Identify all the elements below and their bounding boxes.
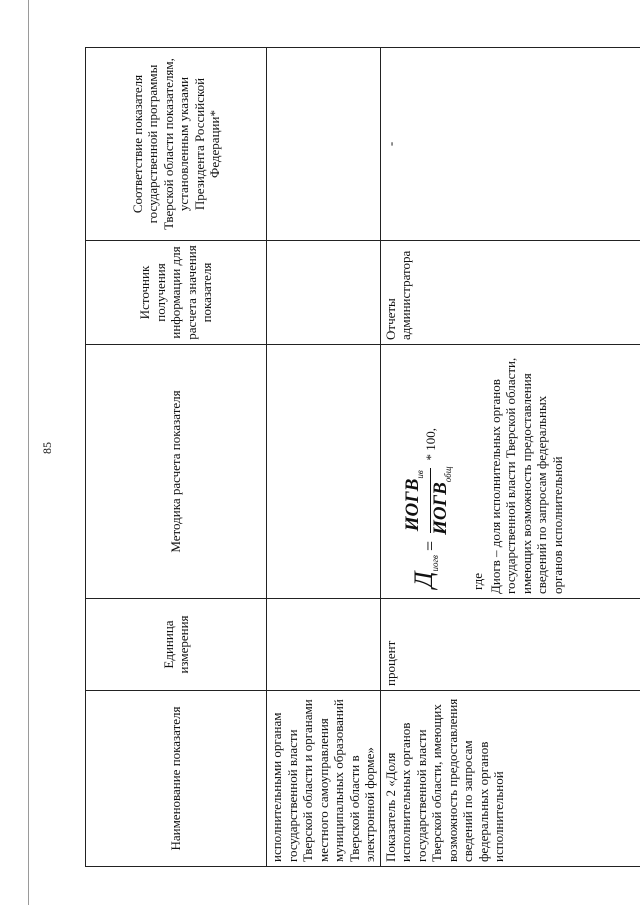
indicator-table xyxy=(85,47,640,867)
row1-source xyxy=(267,241,381,345)
formula-explanation: Диогв – доля исполнительных органов государственной власти Тверской области, имеющих возможность предоставления сведений по запросам федеральных органов исполнительной xyxy=(487,357,565,594)
header-method: Методика расчета показателя xyxy=(86,345,267,599)
formula-equals: = xyxy=(419,540,440,552)
row1-name: исполнительными органам государственной власти Тверской области и органами местного самоуправления муниципальных образований Тверской области в электронной форме» xyxy=(267,691,381,867)
calculation-formula xyxy=(401,349,457,588)
table-row xyxy=(380,48,640,867)
scan-edge-line xyxy=(28,0,29,905)
row1-unit xyxy=(267,599,381,691)
formula-lhs: $Д_{иогв}$ xyxy=(409,555,441,588)
row2-unit: процент xyxy=(380,599,640,691)
rotated-page xyxy=(85,47,620,867)
formula-multiplier: * 100, xyxy=(422,428,438,461)
row2-name: Показатель 2 «Доля исполнительных органов государственной власти Тверской области, имеющих возможность предоставления сведений по запросам федеральных органов исполнительной xyxy=(380,691,640,867)
header-name: Наименование показателя xyxy=(86,691,267,867)
table-row xyxy=(267,48,381,867)
formula-where: где xyxy=(470,572,486,590)
formula-fraction xyxy=(401,465,457,537)
row2-method xyxy=(380,345,640,599)
row2-compliance: - xyxy=(380,48,640,241)
row2-source: Отчеты администратора xyxy=(380,241,640,345)
formula-denominator: $ИОГВ_{общ}$ xyxy=(429,466,453,535)
formula-numerator: $ИОГВ_{ив}$ xyxy=(405,468,431,533)
row1-method xyxy=(267,345,381,599)
page-number: 85 xyxy=(40,442,54,454)
header-unit: Единица измерения xyxy=(86,599,267,691)
header-compliance: Соответствие показателя государственной программы Тверской области показателям, установленным указами Президента Российской Федерации* xyxy=(86,48,267,241)
header-source: Источник получения информации для расчета значения показателя xyxy=(86,241,267,345)
table-header-row xyxy=(86,48,267,867)
row1-compliance xyxy=(267,48,381,241)
